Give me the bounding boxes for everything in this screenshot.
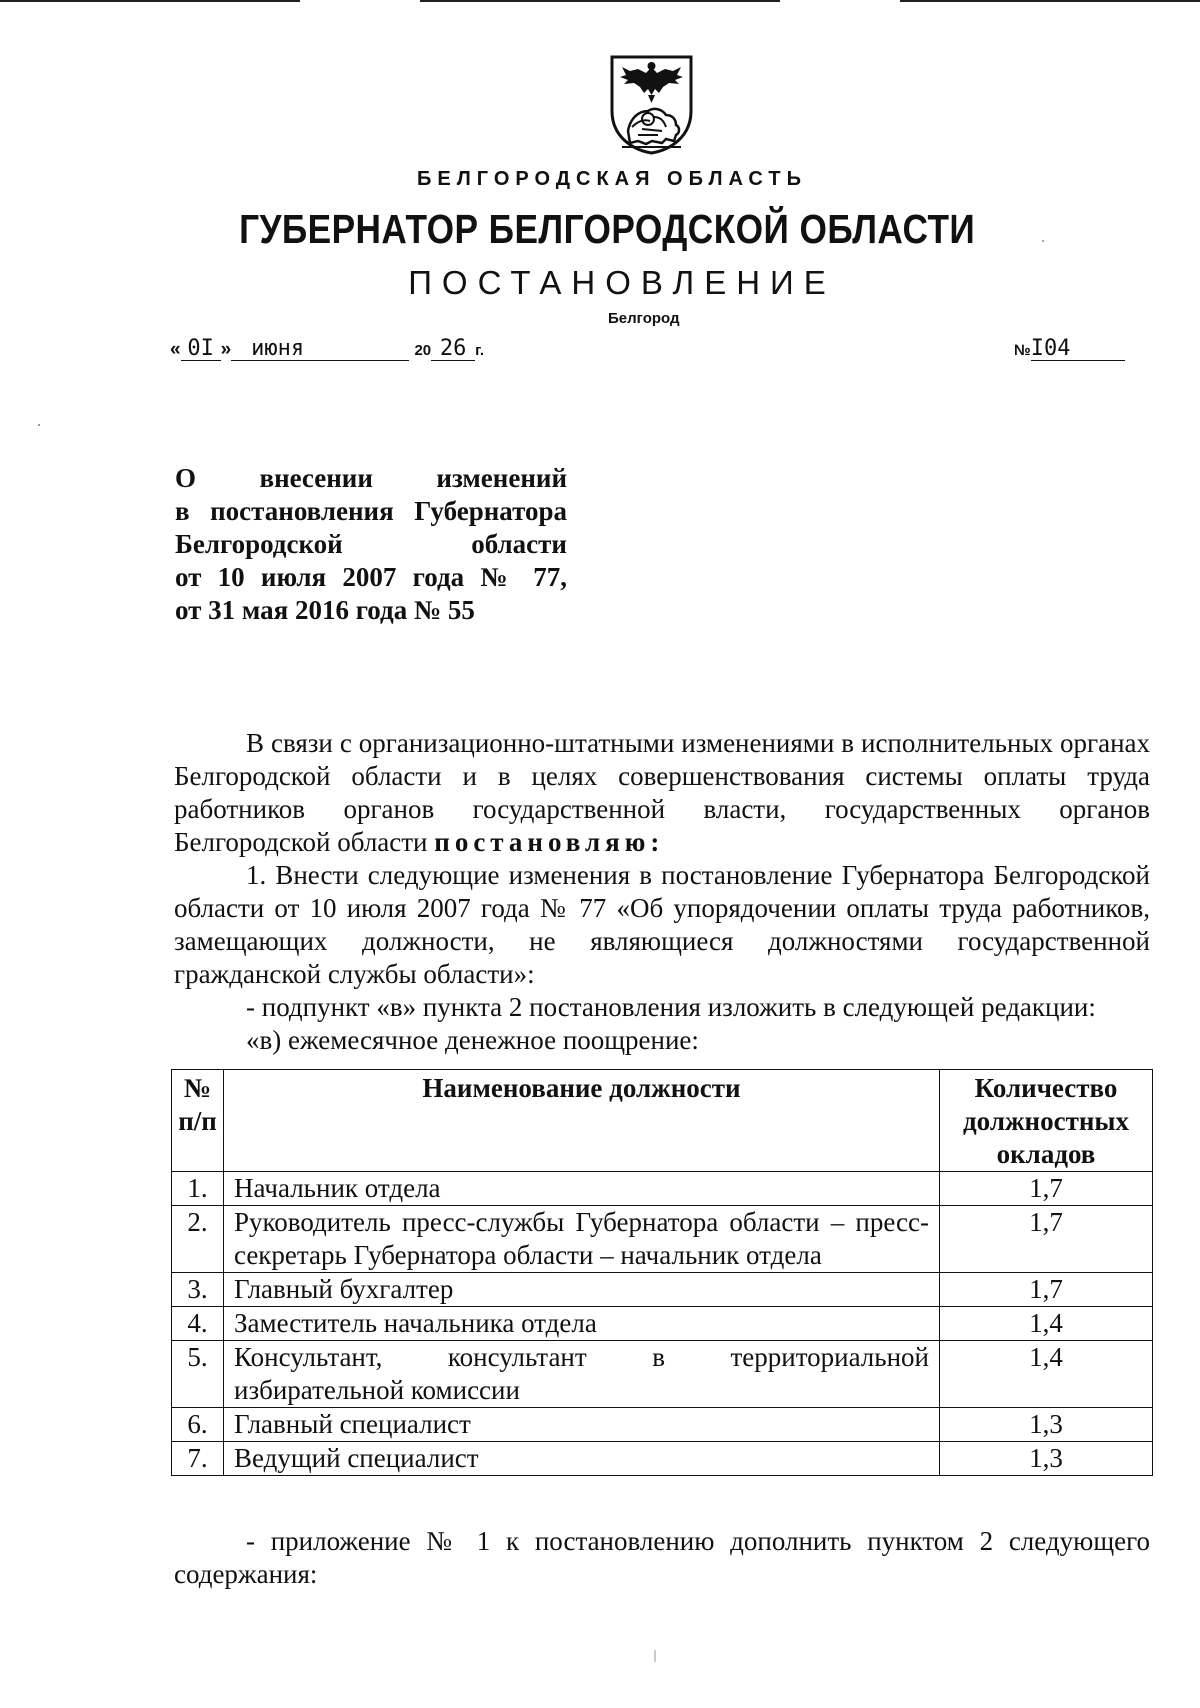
row-position: Главный бухгалтер: [224, 1273, 940, 1307]
subitem-v: - подпункт «в» пункта 2 постановления изложить в следующей редакции: «в) ежемесячное денежное поощрение:: [174, 991, 1150, 1057]
row-number: 1.: [172, 1172, 224, 1206]
subject-line: от 10 июля 2007 года № 77,: [175, 562, 567, 592]
number-label: №: [1014, 342, 1031, 359]
table-row: [172, 1273, 1153, 1307]
resolve-word: постановляю:: [434, 827, 665, 857]
decree-date: [170, 338, 484, 361]
scan-edge-rule: [420, 0, 780, 2]
header-salary-count: Количество должностных окладов: [940, 1070, 1153, 1172]
row-number: 2.: [172, 1206, 224, 1273]
preamble: [174, 727, 1150, 859]
date-day: 0I: [181, 338, 221, 361]
subject-line: в постановления Губернатора: [175, 496, 567, 526]
date-month: июня: [231, 338, 409, 361]
header-number: № п/п: [172, 1070, 224, 1172]
row-number: 4.: [172, 1307, 224, 1341]
row-salary-count: 1,4: [940, 1341, 1153, 1408]
row-salary-count: 1,3: [940, 1442, 1153, 1476]
belgorod-coat-of-arms-icon: [608, 53, 695, 155]
date-century: 20: [414, 342, 432, 359]
row-salary-count: 1,3: [940, 1408, 1153, 1442]
scan-edge-rule: [0, 0, 300, 2]
row-number: 5.: [172, 1341, 224, 1408]
table-row: [172, 1341, 1153, 1408]
appendix-paragraph: - приложение № 1 к постановлению дополнить пунктом 2 следующего содержания:: [174, 1526, 1150, 1589]
decree-number: [1014, 338, 1125, 361]
date-year-suffix: г.: [475, 342, 485, 359]
preamble-text: В связи с организационно-штатными изменениями в исполнительных органах Белгородской области и в целях совершенствования системы оплаты труда работников органов государственной власти, государственных органов Белгородской области: [174, 728, 1150, 857]
date-year: 26: [431, 338, 475, 361]
number-value: I04: [1031, 338, 1125, 361]
subject-line: от 31 мая 2016 года № 55: [175, 595, 475, 625]
subject-line: Белгородской области: [175, 529, 567, 559]
header-position: Наименование должности: [224, 1070, 940, 1172]
subitem-v-heading: «в) ежемесячное денежное поощрение:: [246, 1025, 699, 1055]
date-quote: »: [220, 339, 232, 360]
row-number: 6.: [172, 1408, 224, 1442]
subject-line: О внесении изменений: [175, 463, 567, 493]
region-name: БЕЛГОРОДСКАЯ ОБЛАСТЬ: [417, 168, 807, 190]
row-position: Главный специалист: [224, 1408, 940, 1442]
salary-table: [171, 1069, 1153, 1476]
table-row: [172, 1442, 1153, 1476]
table-row: [172, 1307, 1153, 1341]
item-1: 1. Внести следующие изменения в постановление Губернатора Белгородской области от 10 июля 2007 года № 77 «Об упорядочении оплаты труда работников, замещающих должности, не являющиеся должностями государственной гражданской службы области»:: [174, 860, 1150, 989]
row-salary-count: 1,7: [940, 1273, 1153, 1307]
row-position: Заместитель начальника отдела: [224, 1307, 940, 1341]
row-position: Руководитель пресс-службы Губернатора области – пресс-секретарь Губернатора области – начальник отдела: [224, 1206, 940, 1273]
table-row: [172, 1206, 1153, 1273]
table-header-row: [172, 1070, 1153, 1172]
decree-subject: [175, 462, 567, 627]
table-row: [172, 1408, 1153, 1442]
row-number: 7.: [172, 1442, 224, 1476]
row-salary-count: 1,7: [940, 1206, 1153, 1273]
scan-speck: [38, 424, 40, 426]
row-position: Ведущий специалист: [224, 1442, 940, 1476]
row-salary-count: 1,7: [940, 1172, 1153, 1206]
row-number: 3.: [172, 1273, 224, 1307]
row-position: Консультант, консультант в территориальной избирательной комиссии: [224, 1341, 940, 1408]
row-position: Начальник отдела: [224, 1172, 940, 1206]
row-salary-count: 1,4: [940, 1307, 1153, 1341]
table-row: [172, 1172, 1153, 1206]
document-type: ПОСТАНОВЛЕНИЕ: [408, 264, 836, 301]
city-name: Белгород: [608, 310, 680, 327]
scan-speck: [1042, 240, 1044, 242]
issuer-title: ГУБЕРНАТОР БЕЛГОРОДСКОЙ ОБЛАСТИ: [239, 206, 976, 252]
date-quote: «: [170, 339, 181, 360]
scan-edge-rule: [900, 0, 1200, 2]
scan-speck: [654, 1650, 656, 1662]
